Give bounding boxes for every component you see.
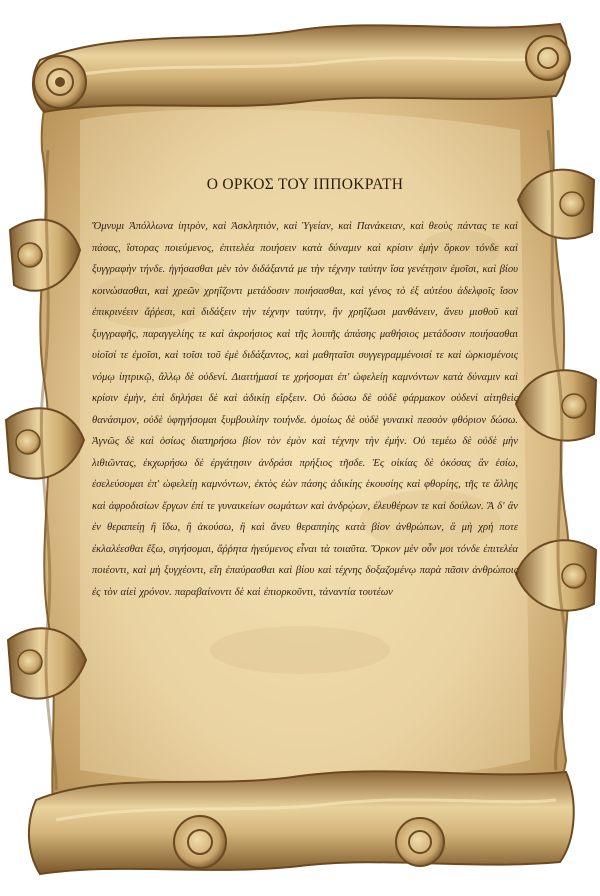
oath-body-text: Ὄμνυμι Ἀπόλλωνα ἰητρὸν, καὶ Ἀσκληπιὸν, καὶ Ὑγείαν, καὶ Πανάκειαν, καὶ θεοὺς πάντας τε καὶ πάσας, ἵστορας ποιεύμενος, ἐπιτελέα ποιήσειν κατὰ δύναμιν καὶ κρίσιν ἐμὴν ὅρκον τόνδε καὶ ξυγγραφὴν τήνδε. ἡγήσασθαι μὲν τὸν διδάξαντά με τὴν τέχνην ταύτην ἴσα γενέτῃσιν ἐμοῖσι, καὶ βίου κοινώσασθαι, καὶ χρεῶν χρηΐζοντι μετάδοσιν ποιήσασθαι, καὶ γένος τὸ ἐξ αὐτέου ἀδελφοῖς ἴσον ἐπικρινέειν ἄῤῥεσι, καὶ διδάξειν τὴν τέχνην ταύτην, ἢν χρηΐζωσι μανθάνειν, ἄνευ μισθοῦ καὶ ξυγγραφῆς, παραγγελίης τε καὶ ἀκροήσιος καὶ τῆς λοιπῆς ἁπάσης μαθήσιος μετάδοσιν ποιήσασθαι υἱοῖσί τε ἐμοῖσι, καὶ τοῖσι τοῦ ἐμὲ διδάξαντος, καὶ μαθηταῖσι συγγεγραμμένοισί τε καὶ ὡρκισμένοις νόμῳ ἰητρικῷ, ἄλλῳ δὲ οὐδενί. Διαιτήμασί τε χρήσομαι ἐπ' ὠφελείῃ καμνόντων κατὰ δύναμιν καὶ κρίσιν ἐμὴν, ἐπὶ δηλήσει δὲ καὶ ἀδικίῃ εἴρξειν. Οὐ δώσω δὲ οὐδὲ φάρμακον οὐδενὶ αἰτηθεὶς θανάσιμον, οὐδὲ ὑφηγήσομαι ξυμβουλίην τοιήνδε. ὁμοίως δὲ οὐδὲ γυναικὶ πεσσὸν φθόριον δώσω. Ἁγνῶς δὲ καὶ ὁσίως διατηρήσω βίον τὸν ἐμὸν καὶ τέχνην τὴν ἐμήν. Οὐ τεμέω δὲ οὐδὲ μὴν λιθιῶντας, ἐκχωρήσω δὲ ἐργάτῃσιν ἀνδράσι πρήξιος τῆσδε. Ἐς οἰκίας δὲ ὁκόσας ἂν ἐσίω, ἐσελεύσομαι ἐπ' ὠφελείῃ καμνόντων, ἐκτὸς ἐὼν πάσης ἀδικίης ἑκουσίης καὶ φθορίης, τῆς τε ἄλλης καὶ ἀφροδισίων ἔργων ἐπί τε γυναικείων σωμάτων καὶ ἀνδρῴων, ἐλευθέρων τε καὶ δούλων. Ἃ δ' ἂν ἐν θεραπείῃ ἢ ἴδω, ἢ ἀκούσω, ἢ καὶ ἄνευ θεραπηίης κατὰ βίον ἀνθρώπων, ἃ μὴ χρή ποτε ἐκλαλέεσθαι ἔξω, σιγήσομαι, ἄῤῥητα ἡγεύμενος εἶναι τὰ τοιαῦτα. Ὅρκον μὲν οὖν μοι τόνδε ἐπιτελέα ποιέοντι, καὶ μὴ ξυγχέοντι, εἴη ἐπαύρασθαι καὶ βίου καὶ τέχνης δοξαζομένῳ παρὰ πᾶσιν ἀνθρώποις ἐς τὸν αἰεὶ χρόνον. παραβαίνοντι δὲ καὶ ἐπιορκοῦντι, τἀναντία τουτέων: [92, 221, 518, 598]
document-title: Ο ΟΡΚΟΣ ΤΟΥ ΙΠΠΟΚΡΑΤΗ: [206, 176, 404, 193]
oath-text-block: [92, 176, 518, 603]
